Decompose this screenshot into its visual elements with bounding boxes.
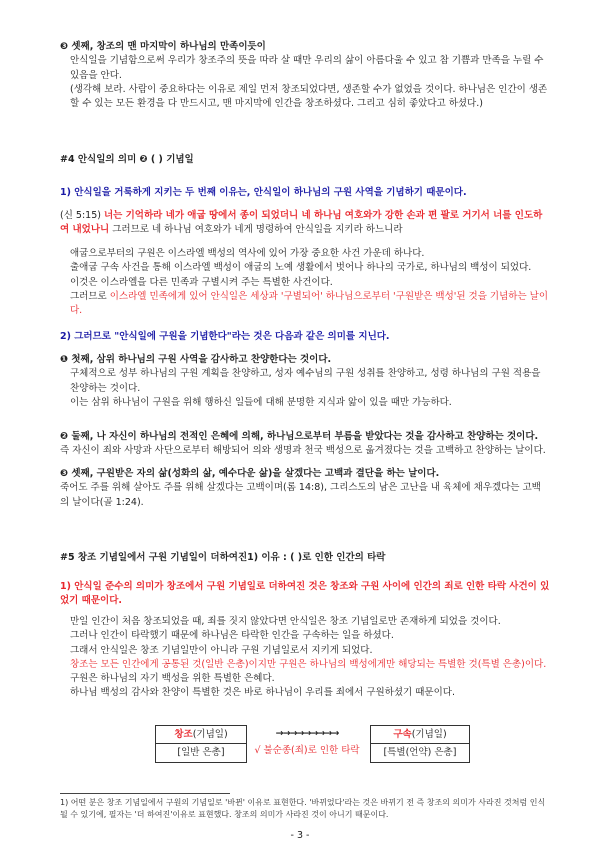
section5-question-1: 1) 안식일 준수의 의미가 창조에서 구원 기념일로 더하여진 것은 창조와 구원 사이에 인간의 죄로 인한 타락 사건이 있었기 때문이다. xyxy=(60,581,550,607)
redemption-title-rest: (기념일) xyxy=(411,729,447,740)
section4-paragraph-1: 애굽으로부터의 구원은 이스라엘 백성의 역사에 있어 가장 중요한 사건 가운데 하나다. xyxy=(70,248,425,259)
verse-rest: 그러므로 네 하나님 여호와가 네게 명령하여 안식일을 지키라 하느니라 xyxy=(109,224,403,236)
creation-box xyxy=(155,725,247,763)
meaning-point-3-heading: ❸ 셋째, 구원받은 자의 삶(성화의 삶, 예수다운 삶)을 살겠다는 고백과 결단을 하는 날이다. xyxy=(60,468,440,479)
intro-heading: ❸ 셋째, 창조의 맨 마지막이 하나님의 만족이듯이 xyxy=(60,41,266,52)
redemption-box-title xyxy=(371,726,469,744)
redemption-title-highlight: 구속 xyxy=(393,729,412,740)
meaning-point-3 xyxy=(60,467,550,510)
intro-paragraph-2: (생각해 보라. 사람이 중요하다는 이유로 제일 먼저 창조되었다면, 생존할 수가 없었을 것이다. 하나님은 인간이 생존할 수 있는 모든 환경을 다 만드시고, 맨 마지막에 인간을 창조하셨다. 그리고 심히 좋았다고 하셨다.) xyxy=(70,83,548,109)
verse-deut-5-15 xyxy=(60,209,550,238)
creation-title-rest: (기념일) xyxy=(192,729,228,740)
footnote: 1) 어떤 분은 창조 기념일에서 구원의 기념일로 '바뀐' 이유로 표현한다. '바뀌었다'라는 것은 바뀌기 전 즉 창조의 의미가 사라진 것처럼 인식될 수 있기에, 필자는 '더 하여진'이유로 표현했다. 창조의 의미가 사라진 것이 아니기 때문이다. xyxy=(60,798,546,819)
meaning-point-1 xyxy=(60,353,550,410)
transition-label: √ 불순종(죄)로 인한 타락 xyxy=(254,745,360,756)
section4-paragraph-2: 출애굽 구속 사건을 통해 이스라엘 백성이 애굽의 노예 생활에서 벗어나 하나의 국가로, 하나님의 백성이 되었다. xyxy=(70,262,532,274)
section4-paragraphs xyxy=(60,247,550,318)
footnote-divider xyxy=(60,793,230,794)
redemption-box xyxy=(370,725,470,763)
creation-box-title xyxy=(156,726,246,744)
section4-paragraph-3: 이것은 이스라엘을 다른 민족과 구별시켜 주는 특별한 사건이다. xyxy=(70,276,333,288)
meaning-point-1-heading: ❶ 첫째, 삼위 하나님의 구원 사역을 감사하고 찬양한다는 것이다. xyxy=(60,354,332,365)
meaning-point-1-paragraph-1: 구체적으로 성부 하나님의 구원 계획을 찬양하고, 성자 예수님의 구원 성취를 찬양하고, 성령 하나님의 구원 적용을 찬양하는 것이다. xyxy=(70,368,541,394)
section5-paragraph-6: 하나님 백성의 감사와 찬양이 특별한 것은 바로 하나님이 우리를 죄에서 구원하셨기 때문이다. xyxy=(70,687,455,699)
section5-paragraph-2: 그러나 인간이 타락했기 때문에 하나님은 타락한 인간을 구속하는 일을 하셨다. xyxy=(70,630,394,642)
section5-paragraph-1: 만일 인간이 처음 창조되었을 때, 죄를 짓지 않았다면 안식일은 창조 기념일로만 존재하게 되었을 것이다. xyxy=(70,616,501,627)
verse-highlight: 너는 기억하라 네가 애굽 땅에서 종이 되었더니 네 하나님 여호와가 강한 손과 편 팔로 거기서 너를 인도하여 내었나니 xyxy=(60,210,543,236)
verse-reference: (신 5:15) xyxy=(60,210,104,221)
section4-paragraph-4-lead: 그러므로 xyxy=(70,290,110,302)
transition-arrow xyxy=(248,725,366,759)
section5-paragraph-4: 창조는 모든 인간에게 공통된 것(일반 은총)이지만 구원은 하나님의 백성에게만 해당되는 특별한 것(특별 은총)이다. xyxy=(70,658,547,670)
intro-paragraph-1: 안식일을 기념함으로써 우리가 창조주의 뜻을 따라 살 때만 우리의 삶이 아름다울 수 있고 참 기쁨과 만족을 누릴 수 있음을 안다. xyxy=(70,55,544,81)
creation-title-highlight: 창조 xyxy=(174,729,193,740)
meaning-point-1-paragraph-2: 이는 삼위 하나님이 구원을 위해 행하신 일들에 대해 분명한 지식과 앎이 있을 때만 가능하다. xyxy=(70,396,452,408)
redemption-box-subtitle: [특별(언약) 은총] xyxy=(383,747,457,758)
section5-paragraphs xyxy=(60,615,550,701)
section4-question-1: 1) 안식일을 거룩하게 지키는 두 번째 이유는, 안식일이 하나님의 구원 사역을 기념하기 때문이다. xyxy=(60,187,467,198)
section5-heading: #5 창조 기념일에서 구원 기념일이 더하여진1) 이유 : ( )로 인한 인간의 타락 xyxy=(60,552,386,563)
page-number: - 3 - xyxy=(290,830,310,841)
meaning-point-3-rest: 죽어도 주를 위해 살아도 주를 위해 살겠다는 고백이며(롬 14:8), 그리스도의 남은 고난을 내 육체에 채우겠다는 고백의 날이다(골 1:24). xyxy=(60,482,541,508)
section4-paragraph-4-highlight: 이스라엘 민족에게 있어 안식일은 세상과 '구별되어' 하나님으로부터 '구원받은 백성'된 것을 기념하는 날이다. xyxy=(70,290,549,316)
meaning-point-2-heading: ❷ 둘째, 나 자신이 하나님의 전적인 은혜에 의해, 하나님으로부터 부름을 받았다는 것을 감사하고 찬양하는 것이다. xyxy=(60,431,539,442)
meaning-point-2 xyxy=(60,430,550,459)
section4-question-2: 2) 그러므로 "안식일에 구원을 기념한다"라는 것은 다음과 같은 의미를 지닌다. xyxy=(60,331,390,342)
meaning-point-2-rest: 즉 자신이 죄와 사망과 사단으로부터 해방되어 의와 생명과 천국 백성으로 옮겨졌다는 것을 고백하고 찬양하는 날이다. xyxy=(60,445,546,457)
creation-box-subtitle: [일반 은총] xyxy=(177,747,225,758)
intro-section xyxy=(60,40,550,111)
section5-paragraph-5: 구원은 하나님의 자기 백성을 위한 특별한 은혜다. xyxy=(70,673,275,684)
section4-paragraph-4 xyxy=(60,290,550,319)
arrow-glyphs: →→→→→→→→→ xyxy=(275,728,339,739)
section4-heading: #4 안식일의 의미 ❷ ( ) 기념일 xyxy=(60,154,194,165)
section5-paragraph-3: 그래서 안식일은 창조 기념일만이 아니라 구원 기념일로서 지키게 되었다. xyxy=(70,644,373,656)
